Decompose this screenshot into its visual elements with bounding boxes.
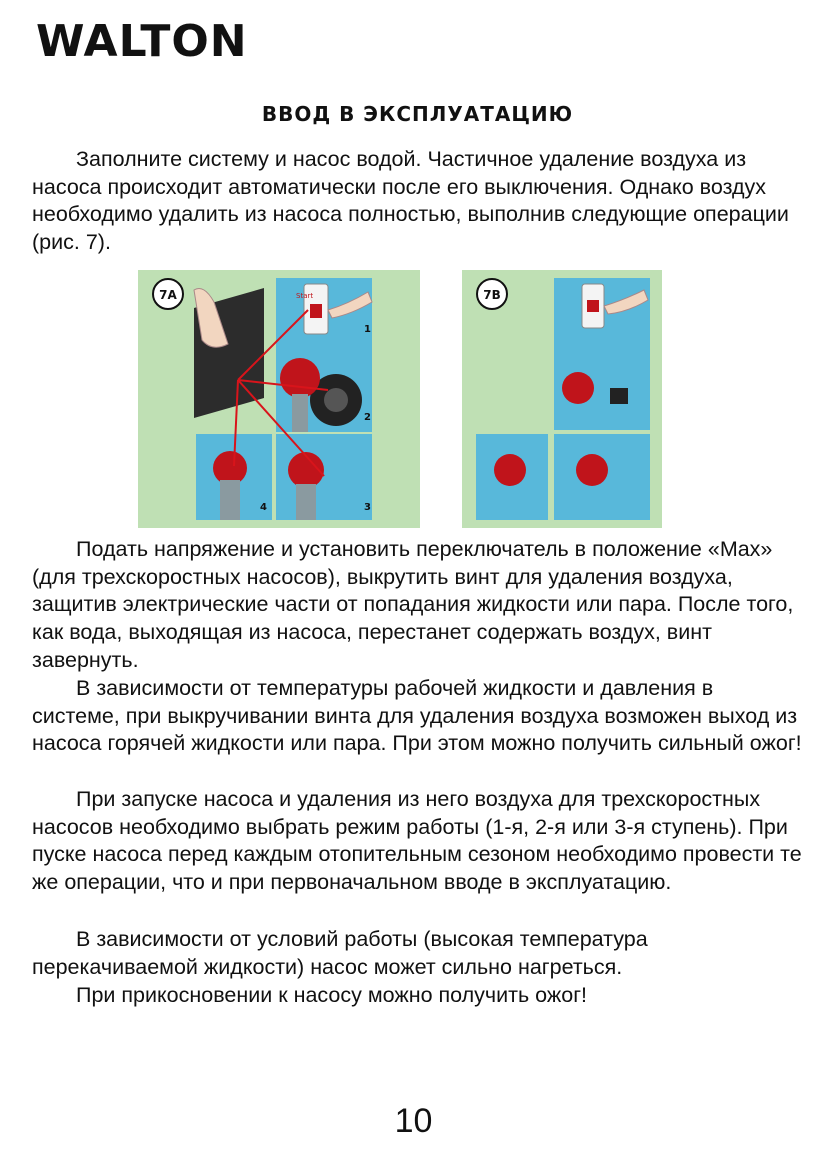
body-paragraph-1: Подать напряжение и установить переключатель в положение «Max» (для трехскоростных насосов), выкрутить винт для удаления воздуха, защитив электрические части от попадания жидкости или пара. После того, как вода, выходящая из насоса, перестанет содержать воздух, винт завернуть.: [32, 537, 794, 672]
step-2-label: 2: [364, 412, 371, 423]
figure-7b: [462, 270, 662, 528]
body-paragraph-2: В зависимости от температуры рабочей жидкости и давления в системе, при выкручивании винта для удаления воздуха возможен выход из насоса горячей жидкости или пара. При этом можно получить сильный ожог!: [32, 676, 802, 756]
section-title: ВВОД В ЭКСПЛУАТАЦИЮ: [261, 102, 574, 126]
figure-7a-illustration: [138, 270, 420, 528]
step-3-label: 3: [364, 502, 371, 513]
figure-7b-badge: 7B: [483, 288, 501, 302]
body-paragraph-4: В зависимости от условий работы (высокая температура перекачиваемой жидкости) насос может сильно нагреться.: [32, 927, 648, 979]
intro-paragraph: Заполните систему и насос водой. Частичное удаление воздуха из насоса происходит автоматически после его выключения. Однако воздух необходимо удалить из насоса полностью, выполнив следующие операции (рис. 7).: [32, 147, 789, 255]
brand-logo: WALTON: [36, 16, 248, 67]
figure-7a-badge: 7A: [159, 288, 177, 302]
figure-7a: [138, 270, 420, 528]
body-paragraph-5: При прикосновении к насосу можно получить ожог!: [76, 983, 588, 1007]
page-number: 10: [394, 1102, 433, 1140]
figure-7b-illustration: [462, 270, 662, 528]
body-paragraph-3: При запуске насоса и удаления из него воздуха для трехскоростных насосов необходимо выбрать режим работы (1-я, 2-я или 3-я ступень). При пуске насоса перед каждым отопительным сезоном необходимо провести те же операции, что и при первоначальном вводе в эксплуатацию.: [32, 787, 802, 895]
step-1-label: 1: [364, 324, 371, 335]
switch-label: Start: [296, 292, 314, 300]
step-4-label: 4: [260, 502, 267, 513]
